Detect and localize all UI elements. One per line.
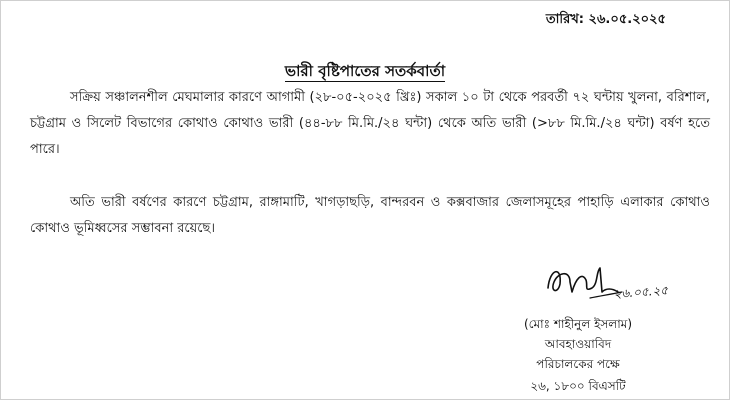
- warning-paragraph-1-text: সক্রিয় সঞ্চালনশীল মেঘমালার কারণে আগামী (২৮-০৫-২০২৫ খ্রিঃ) সকাল ১০ টা থেকে পরবর্তী ৭২ ঘন্টায় খুলনা, বরিশাল, চট্টগ্রাম ও সিলেট বিভাগের কোথাও কোথাও ভারী (৪৪-৮৮ মি.মি./২৪ ঘন্টা) থেকে অতি ভারী (>৮৮ মি.মি./২৪ ঘন্টা) বর্ষণ হতে পারে।: [30, 90, 710, 157]
- document-title-text: ভারী বৃষ্টিপাতের সতর্কবার্তা: [284, 62, 446, 80]
- signer-role: আবহাওয়াবিদ: [544, 337, 612, 351]
- warning-paragraph-1: [30, 85, 710, 163]
- issued-time: ২৬, ১৮০০ বিএসটি: [530, 379, 626, 393]
- document-title: [0, 60, 730, 85]
- signer-on-behalf: পরিচালকের পক্ষে: [536, 357, 620, 371]
- handwritten-signature: [540, 258, 680, 308]
- signer-name: (মোঃ শাহীনুল ইসলাম): [523, 317, 633, 331]
- signature-block: [480, 258, 680, 308]
- handwritten-date: ২৬.০৫.২৫: [613, 283, 669, 301]
- warning-paragraph-2-text: অতি ভারী বর্ষণের কারণে চট্টগ্রাম, রাঙ্গামাটি, খাগড়াছড়ি, বান্দরবন ও কক্সবাজার জেলাসমূহের পাহাড়ি এলাকার কোথাও কোথাও ভূমিধ্বসের সম্ভাবনা রয়েছে।: [30, 195, 710, 236]
- warning-paragraph-2: [30, 190, 710, 242]
- document-date: তারিখ: ২৬.০৫.২০২৫: [545, 12, 666, 27]
